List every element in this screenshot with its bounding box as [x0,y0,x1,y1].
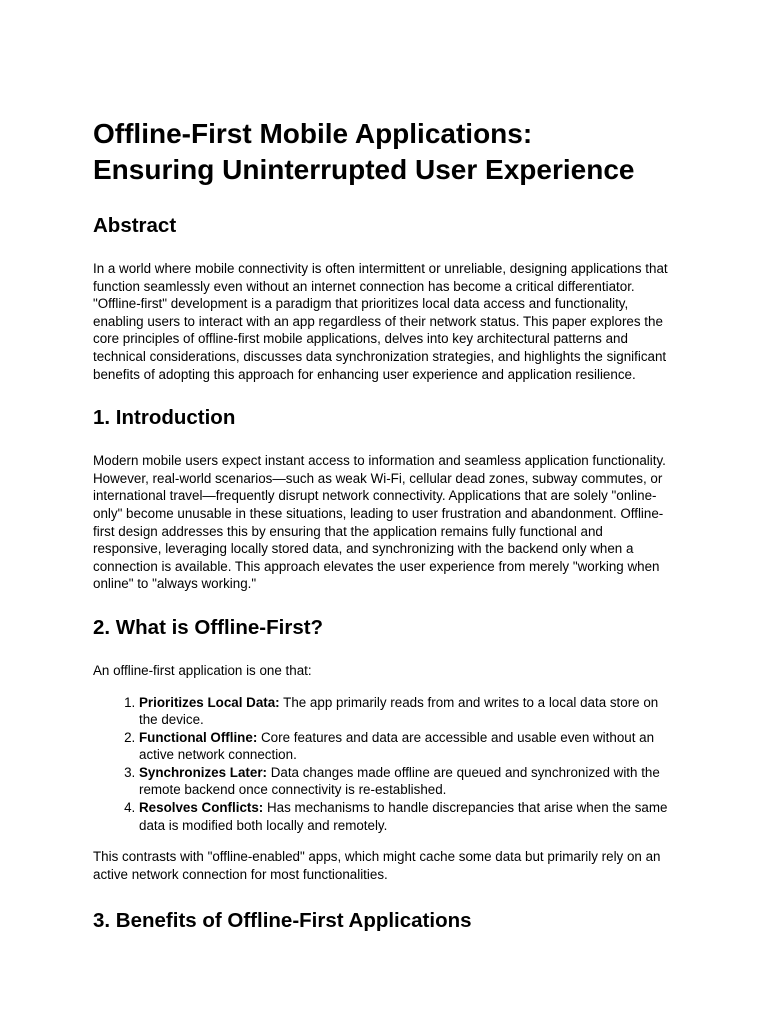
list-item-term: Resolves Conflicts: [139,800,264,816]
title-line-2: Ensuring Uninterrupted User Experience [93,154,635,185]
document-title [93,116,675,188]
abstract-paragraph: In a world where mobile connectivity is often intermittent or unreliable, designing applications that function seamlessly even without an internet connection has become a critical differentiator. "Offline-first" development is a paradigm that prioritizes local data access and functionality, enabling users to interact with an app regardless of their network status. This paper explores the core principles of offline-first mobile applications, delves into key architectural patterns and technical considerations, discusses data synchronization strategies, and highlights the significant benefits of adopting this approach for enhancing user experience and application resilience. [93,261,668,382]
introduction-paragraph: Modern mobile users expect instant access to information and seamless application functionality. However, real-world scenarios—such as weak Wi-Fi, cellular dead zones, subway commutes, or international travel—frequently disrupt network connectivity. Applications that are solely "online-only" become unusable in these situations, leading to user frustration and abandonment. Offline-first design addresses this by ensuring that the application remains fully functional and responsive, leveraging locally stored data, and synchronizing with the backend only when a connection is available. This approach elevates the user experience from merely "working when online" to "always working." [93,453,666,592]
list-item-term: Prioritizes Local Data: [139,694,280,710]
introduction-heading: 1. Introduction [93,406,236,430]
list-item [139,764,675,799]
list-item-term: Functional Offline: [139,729,258,745]
list-item [139,729,675,764]
list-item [139,799,675,834]
what-is-intro: An offline-first application is one that: [93,662,312,678]
benefits-heading: 3. Benefits of Offline-First Applications [93,909,472,933]
list-item-text: Data changes made offline are queued and synchronized with the remote backend once connectivity is re-established. [139,764,660,798]
abstract-heading: Abstract [93,214,177,237]
list-item-text: The app primarily reads from and writes to a local data store on the device. [139,694,659,728]
what-is-heading: 2. What is Offline-First? [93,615,324,639]
list-item-text: Core features and data are accessible and usable even without an active network connection. [139,729,655,763]
contrast-paragraph: This contrasts with "offline-enabled" apps, which might cache some data but primarily rely on an active network connection for most functionalities. [93,849,661,882]
list-item-text: Has mechanisms to handle discrepancies that arise when the same data is modified both locally and remotely. [139,800,668,833]
list-item [139,694,675,729]
title-line-1: Offline-First Mobile Applications: [93,118,533,149]
offline-first-criteria-list [93,694,675,835]
list-item-term: Synchronizes Later: [139,764,267,780]
